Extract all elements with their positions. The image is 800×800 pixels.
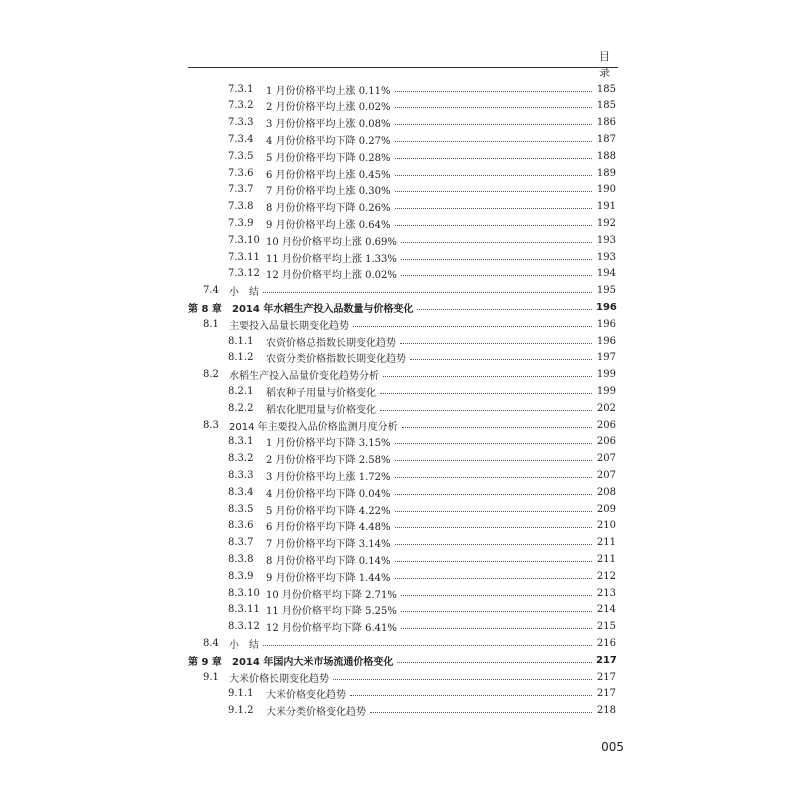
toc-leader-dots [395,471,593,478]
toc-entry-page: 213 [596,587,616,599]
toc-entry-title: 4 月份价格平均下降 0.04% [266,488,391,500]
toc-entry-page: 206 [596,419,616,431]
toc-leader-dots [417,303,592,310]
toc-entry-page: 217 [596,688,616,700]
toc-entry-page: 207 [596,453,616,465]
toc-subsection-entry [228,333,616,349]
toc-entry-number: 第 9 章 [188,656,222,668]
toc-entry-number: 8.3.10 [228,587,260,599]
toc-leader-dots [395,521,593,528]
toc-entry-title: 2014 年国内大米市场流通价格变化 [232,656,394,668]
toc-leader-dots [401,589,592,596]
toc-subsection-entry [228,434,616,450]
toc-leader-dots [401,622,592,629]
toc-entry-page: 193 [596,251,616,263]
toc-entry-title: 7 月份价格平均上涨 0.30% [266,186,391,198]
toc-entry-number: 8.3.3 [228,469,254,481]
toc-subsection-entry [228,131,616,147]
toc-entry-number: 8.3.11 [228,604,260,616]
toc-subsection-entry [228,467,616,483]
toc-entry-number: 7.4 [203,285,219,297]
toc-entry-page: 194 [596,268,616,280]
toc-subsection-entry [228,249,616,265]
toc-subsection-entry [228,535,616,551]
toc-entry-number: 8.3.1 [228,436,254,448]
toc-entry-number: 8.3.6 [228,520,254,532]
toc-entry-title: 大米价格长期变化趋势 [229,673,329,685]
toc-subsection-entry [228,501,616,517]
toc-leader-dots [395,437,593,444]
toc-leader-dots [395,219,593,226]
toc-leader-dots [410,353,592,360]
toc-entry-number: 8.1 [203,318,219,330]
toc-entry-page: 192 [596,217,616,229]
toc-entry-page: 217 [596,671,616,683]
toc-entry-title: 2014 年水稻生产投入品数量与价格变化 [232,303,414,315]
toc-subsection-entry [228,266,616,282]
toc-entry-title: 7 月份价格平均下降 3.14% [266,539,391,551]
toc-entry-title: 10 月份价格平均上涨 0.69% [266,236,397,248]
toc-subsection-entry [228,686,616,702]
toc-entry-number: 7.3.10 [228,234,260,246]
toc-entry-page: 216 [596,637,616,649]
toc-entry-number: 8.4 [203,637,219,649]
toc-entry-number: 7.3.5 [228,150,254,162]
toc-entry-number: 8.3.5 [228,503,254,515]
toc-leader-dots [401,269,592,276]
toc-leader-dots [395,118,593,125]
toc-leader-dots [350,689,592,696]
toc-entry-title: 6 月份价格平均上涨 0.45% [266,169,391,181]
toc-subsection-entry [228,148,616,164]
toc-entry-title: 小 结 [229,287,259,299]
toc-entry-page: 211 [596,537,616,549]
toc-entry-number: 8.3.2 [228,453,254,465]
toc-section-entry [203,635,616,651]
toc-chapter-entry [188,299,616,315]
toc-entry-page: 195 [596,285,616,297]
toc-subsection-entry [228,98,616,114]
page-number: 005 [601,740,624,754]
toc-leader-dots [395,185,593,192]
toc-leader-dots [395,169,593,176]
toc-entry-title: 9 月份价格平均下降 1.44% [266,572,391,584]
toc-subsection-entry [228,585,616,601]
toc-subsection-entry [228,400,616,416]
toc-entry-title: 12 月份价格平均上涨 0.02% [266,270,397,282]
toc-section-entry [203,417,616,433]
toc-entry-page: 212 [596,570,616,582]
toc-subsection-entry [228,551,616,567]
toc-entry-title: 主要投入品量长期变化趋势 [229,320,349,332]
toc-section-entry [203,669,616,685]
toc-leader-dots [395,152,593,159]
toc-entry-title: 1 月份价格平均下降 3.15% [266,438,391,450]
toc-leader-dots [380,404,592,411]
toc-leader-dots [395,555,593,562]
toc-entry-number: 7.3.12 [228,268,260,280]
toc-leader-dots [395,85,593,92]
toc-entry-title: 9 月份价格平均上涨 0.64% [266,219,391,231]
toc-leader-dots [395,488,593,495]
toc-entry-page: 189 [596,167,616,179]
toc-entry-page: 191 [596,201,616,213]
toc-subsection-entry [228,350,616,366]
toc-entry-page: 214 [596,604,616,616]
toc-subsection-entry [228,451,616,467]
toc-entry-number: 8.3 [203,419,219,431]
toc-leader-dots [395,538,593,545]
toc-leader-dots [400,337,592,344]
toc-entry-page: 196 [596,335,616,347]
toc-entry-page: 186 [596,117,616,129]
toc-entry-number: 7.3.4 [228,133,254,145]
toc-leader-dots [395,454,593,461]
toc-entry-number: 第 8 章 [188,303,222,315]
toc-subsection-entry [228,602,616,618]
toc-entry-page: 206 [596,436,616,448]
toc-leader-dots [395,202,593,209]
toc-entry-page: 188 [596,150,616,162]
toc-leader-dots [395,572,593,579]
toc-entry-page: 187 [596,133,616,145]
toc-entry-title: 5 月份价格平均下降 0.28% [266,152,391,164]
toc-entry-title: 8 月份价格平均下降 0.14% [266,555,391,567]
toc-entry-page: 207 [596,469,616,481]
toc-entry-number: 8.2.1 [228,385,254,397]
toc-subsection-entry [228,518,616,534]
toc-entry-page: 199 [596,369,616,381]
toc-entry-page: 185 [596,100,616,112]
toc-entry-page: 210 [596,520,616,532]
toc-entry-number: 7.3.8 [228,201,254,213]
toc-entry-number: 8.1.2 [228,352,254,364]
toc-entry-number: 9.1.2 [228,705,254,717]
toc-entry-number: 7.3.6 [228,167,254,179]
toc-subsection-entry [228,115,616,131]
toc-subsection-entry [228,165,616,181]
toc-subsection-entry [228,568,616,584]
toc-entry-page: 218 [596,705,616,717]
toc-entry-page: 209 [596,503,616,515]
toc-entry-number: 7.3.9 [228,217,254,229]
toc-leader-dots [397,656,592,663]
toc-section-entry [203,367,616,383]
toc-entry-number: 8.3.4 [228,486,254,498]
toc-entry-title: 4 月份价格平均下降 0.27% [266,135,391,147]
toc-entry-title: 稻农种子用量与价格变化 [266,387,376,399]
toc-entry-title: 大米价格变化趋势 [266,690,346,702]
toc-entry-title: 10 月份价格平均下降 2.71% [266,589,397,601]
header-rule [188,67,618,68]
toc-entry-page: 199 [596,385,616,397]
toc-entry-number: 8.3.9 [228,570,254,582]
toc-entry-page: 197 [596,352,616,364]
toc-subsection-entry [228,383,616,399]
toc-entry-number: 8.2 [203,369,219,381]
toc-entry-title: 11 月份价格平均上涨 1.33% [266,253,397,265]
toc-entry-title: 小 结 [229,639,259,651]
toc-entry-number: 7.3.1 [228,83,254,95]
toc-entry-number: 8.2.2 [228,402,254,414]
toc-entry-page: 211 [596,553,616,565]
toc-section-entry [203,316,616,332]
toc-leader-dots [395,135,593,142]
toc-leader-dots [395,101,593,108]
toc-entry-title: 5 月份价格平均下降 4.22% [266,505,391,517]
toc-leader-dots [353,320,592,327]
toc-entry-page: 208 [596,486,616,498]
toc-entry-number: 7.3.3 [228,117,254,129]
toc-subsection-entry [228,182,616,198]
toc-leader-dots [401,605,592,612]
toc-subsection-entry [228,215,616,231]
toc-leader-dots [402,421,592,428]
toc-entry-title: 水稻生产投入品量价变化趋势分析 [229,371,379,383]
toc-leader-dots [395,505,593,512]
toc-leader-dots [380,387,592,394]
toc-subsection-entry [228,81,616,97]
toc-entry-title: 大米分类价格变化趋势 [266,707,366,719]
toc-subsection-entry [228,199,616,215]
toc-entry-number: 9.1 [203,671,219,683]
toc-subsection-entry [228,484,616,500]
toc-entry-page: 193 [596,234,616,246]
toc-entry-title: 1 月份价格平均上涨 0.11% [266,85,391,97]
toc-entry-number: 7.3.2 [228,100,254,112]
toc-subsection-entry [228,619,616,635]
toc-entry-page: 196 [596,301,617,313]
toc-leader-dots [401,236,592,243]
toc-entry-title: 12 月份价格平均下降 6.41% [266,623,397,635]
toc-entry-page: 190 [596,184,616,196]
toc-leader-dots [401,253,592,260]
toc-entry-title: 农资分类价格指数长期变化趋势 [266,354,406,366]
toc-entry-page: 196 [596,318,616,330]
toc-entry-number: 9.1.1 [228,688,254,700]
toc-entry-title: 稻农化肥用量与价格变化 [266,404,376,416]
toc-leader-dots [370,706,592,713]
toc-entry-number: 8.3.7 [228,537,254,549]
toc-leader-dots [333,673,592,680]
toc-entry-page: 217 [596,654,617,666]
toc-entry-title: 2014 年主要投入品价格监测月度分析 [229,421,398,433]
toc-section-entry [203,283,616,299]
running-header-title: 目 录 [599,50,616,79]
toc-subsection-entry [228,232,616,248]
toc-entry-number: 7.3.11 [228,251,260,263]
toc-entry-number: 8.1.1 [228,335,254,347]
toc-leader-dots [383,370,592,377]
toc-subsection-entry [228,703,616,719]
toc-entry-page: 215 [596,621,616,633]
toc-entry-number: 8.3.8 [228,553,254,565]
toc-entry-page: 185 [596,83,616,95]
toc-entry-title: 农资价格总指数长期变化趋势 [266,337,396,349]
toc-entry-title: 3 月份价格平均上涨 0.08% [266,119,391,131]
toc-entry-page: 202 [596,402,616,414]
toc-entry-title: 2 月份价格平均下降 2.58% [266,455,391,467]
toc-entry-title: 2 月份价格平均上涨 0.02% [266,102,391,114]
toc-leader-dots [263,639,592,646]
toc-entry-title: 11 月份价格平均下降 5.25% [266,606,397,618]
toc-entry-title: 6 月份价格平均下降 4.48% [266,522,391,534]
toc-entry-number: 7.3.7 [228,184,254,196]
toc-entry-number: 8.3.12 [228,621,260,633]
toc-leader-dots [263,286,592,293]
toc-entry-title: 3 月份价格平均上涨 1.72% [266,471,391,483]
toc-chapter-entry [188,652,616,668]
toc-entry-title: 8 月份价格平均下降 0.26% [266,203,391,215]
